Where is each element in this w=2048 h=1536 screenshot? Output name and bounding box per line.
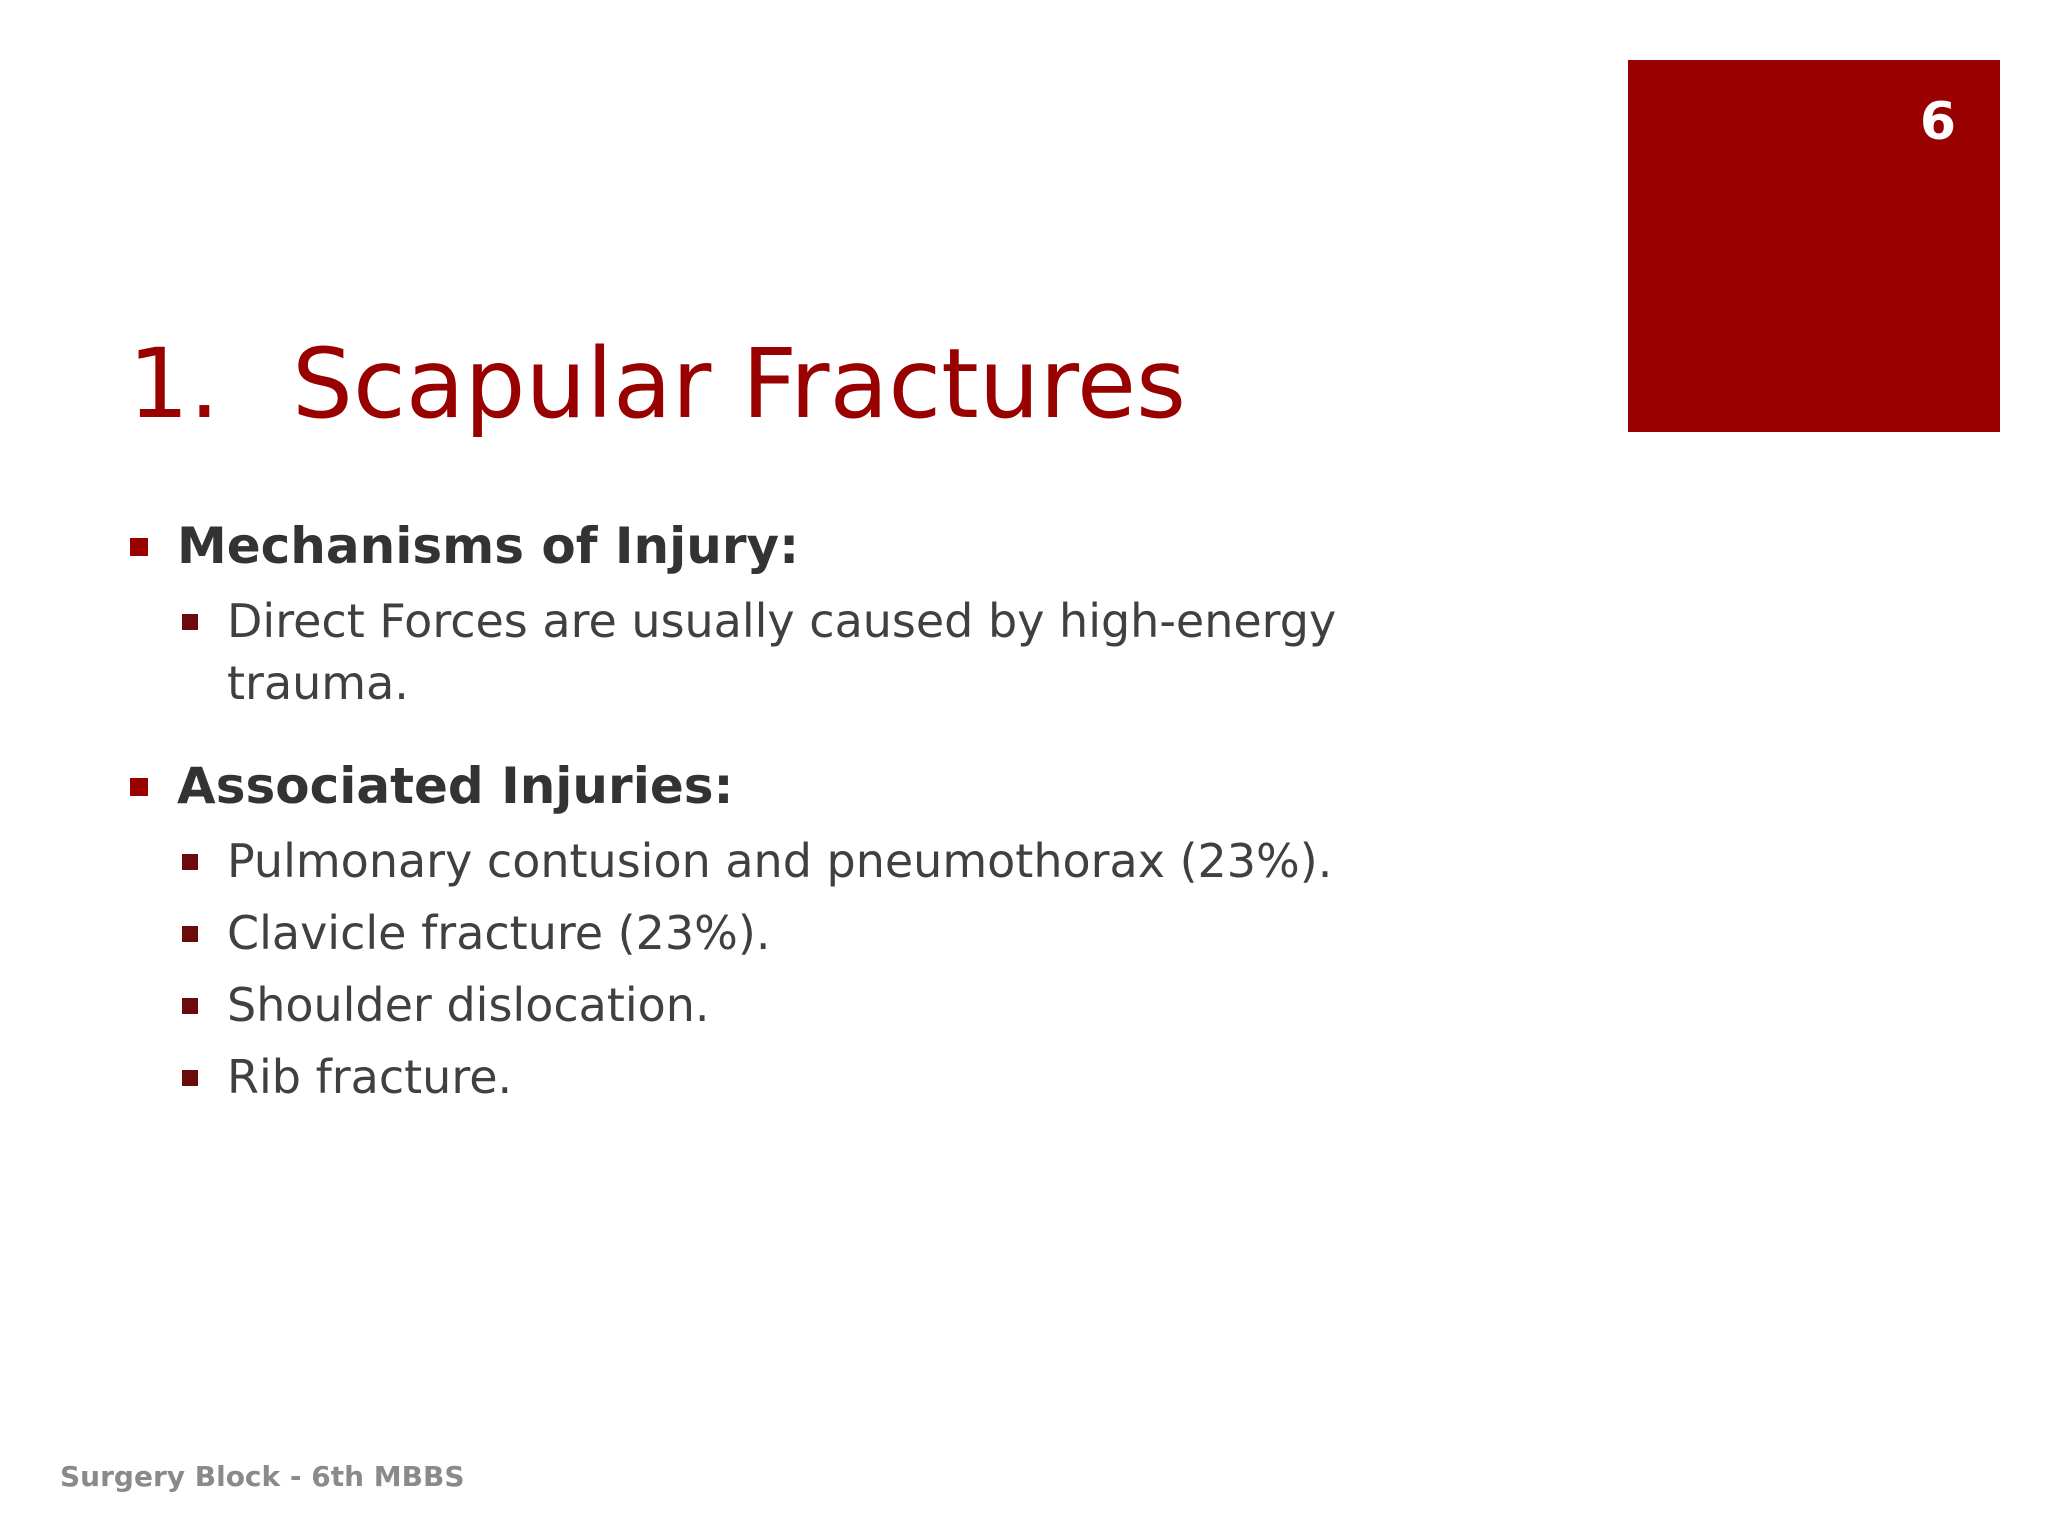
square-bullet-icon	[130, 538, 148, 556]
list-item-text: Pulmonary contusion and pneumothorax (23%).	[227, 834, 1333, 888]
square-bullet-icon	[182, 926, 198, 942]
section-heading-associated	[128, 752, 1468, 820]
title-number: 1.	[128, 328, 220, 440]
list-item-text: Shoulder dislocation.	[227, 978, 710, 1032]
list-item	[128, 830, 1468, 892]
list-item	[128, 902, 1468, 964]
section-heading-text: Mechanisms of Injury:	[177, 517, 800, 575]
slide-title	[128, 328, 1187, 440]
square-bullet-icon	[182, 614, 198, 630]
list-item-text: Rib fracture.	[227, 1050, 513, 1104]
slide-number: 6	[1919, 92, 1956, 152]
slide-content	[128, 512, 1468, 1108]
list-item-text: Clavicle fracture (23%).	[227, 906, 771, 960]
square-bullet-icon	[182, 1070, 198, 1086]
section-heading-mechanisms	[128, 512, 1468, 580]
list-item	[128, 974, 1468, 1036]
list-item	[128, 590, 1468, 714]
section-heading-text: Associated Injuries:	[177, 757, 734, 815]
title-text: Scapular Fractures	[292, 328, 1187, 440]
list-item-text: Direct Forces are usually caused by high-energy trauma.	[227, 594, 1337, 710]
square-bullet-icon	[182, 998, 198, 1014]
square-bullet-icon	[130, 778, 148, 796]
list-item	[128, 1046, 1468, 1108]
slide-number-box	[1628, 60, 2000, 432]
square-bullet-icon	[182, 854, 198, 870]
slide-footer: Surgery Block - 6th MBBS	[60, 1460, 465, 1493]
